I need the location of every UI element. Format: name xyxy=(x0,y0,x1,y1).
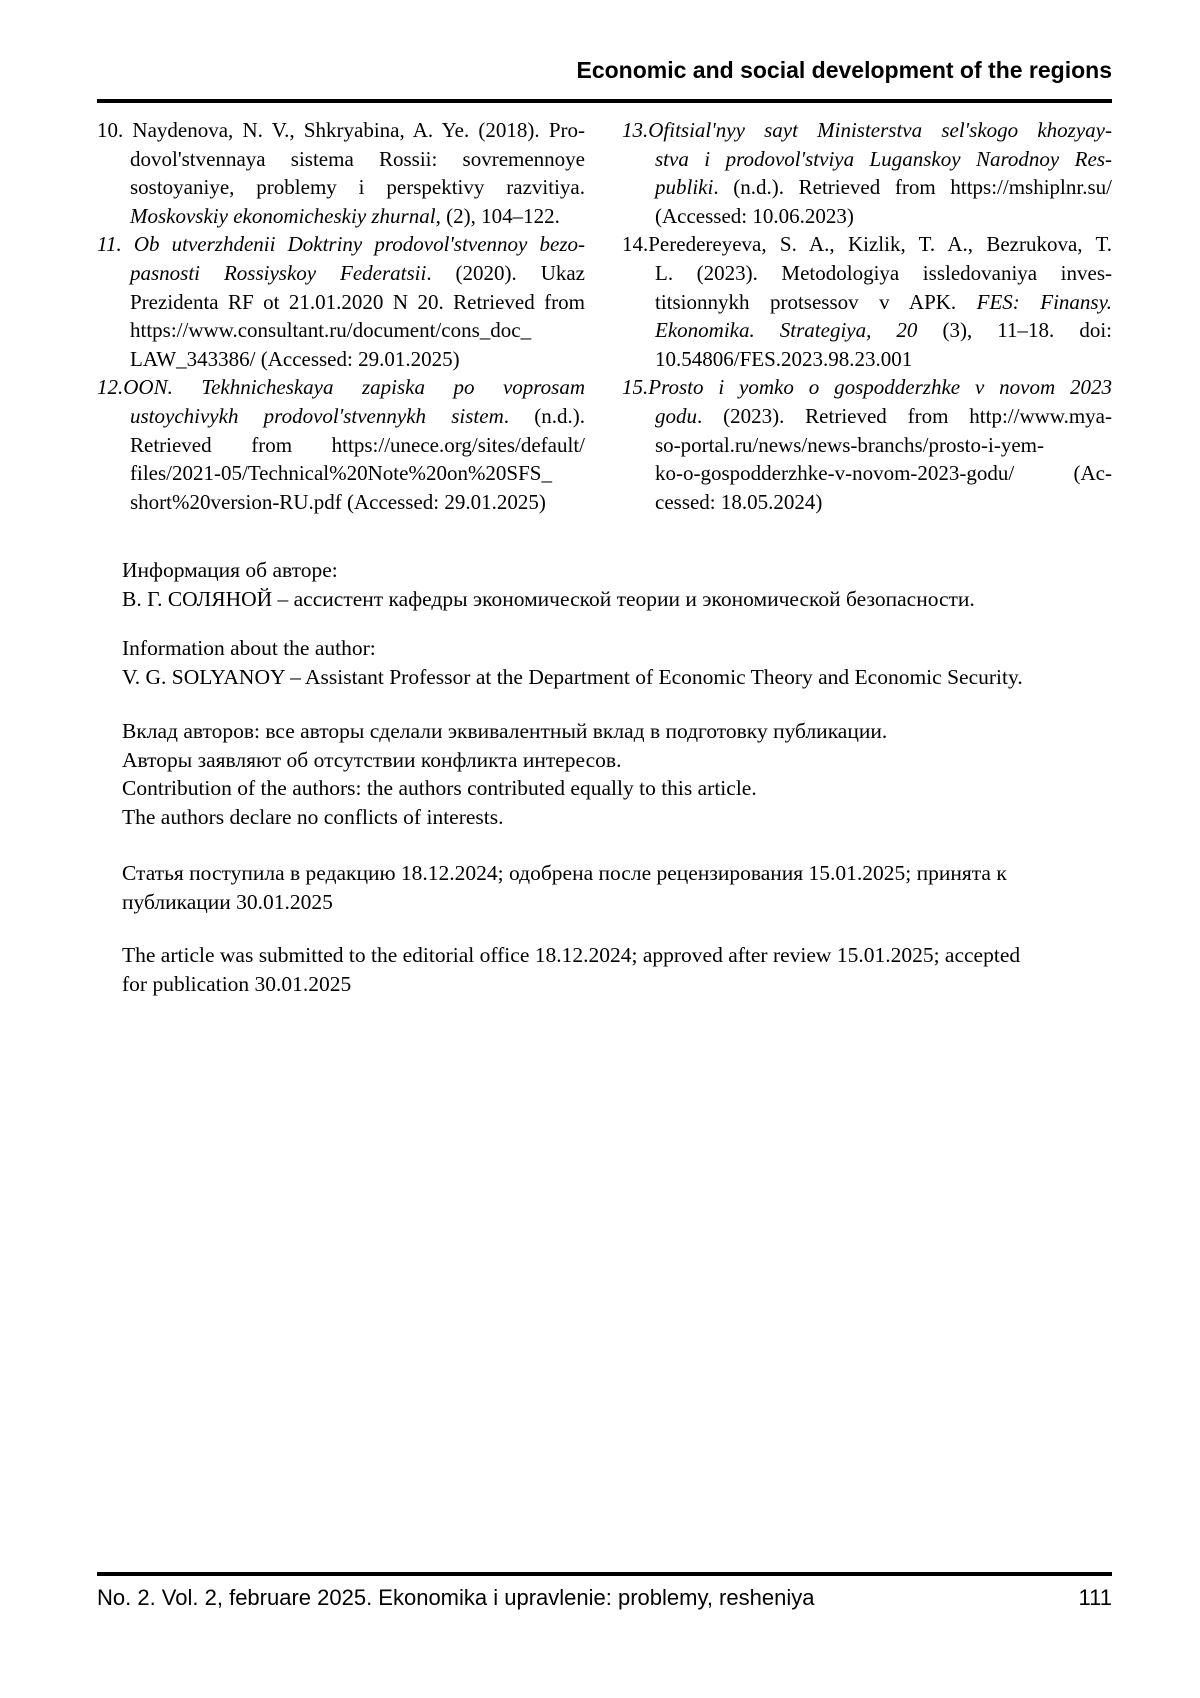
reference-line xyxy=(97,173,585,202)
reference-line xyxy=(622,402,1112,431)
reference-line xyxy=(622,373,1112,402)
reference-line xyxy=(97,230,585,259)
reference-line xyxy=(622,488,1112,517)
reference-line xyxy=(622,230,1112,259)
reference-text: titsionnykh protsessov v APK. xyxy=(655,289,977,314)
reference-text: files/2021-05/Technical%20Note%20on%20SFS_ xyxy=(130,461,552,486)
footer-page-number: 111 xyxy=(1078,1585,1112,1610)
reference-item xyxy=(97,116,585,230)
reference-italic-text: 15.Prosto i yomko o gospodderzhke v novom 2023 xyxy=(622,375,1112,400)
reference-item xyxy=(622,373,1112,516)
reference-line xyxy=(97,345,585,374)
reference-text: . (2023). Retrieved from http://www.mya- xyxy=(697,403,1112,428)
references-section xyxy=(97,116,1112,516)
text-line: Авторы заявляют об отсутствии конфликта интересов. xyxy=(122,747,622,772)
reference-italic-text: 11. Ob utverzhdenii Doktriny prodovol'stvennoy bezo- xyxy=(97,232,585,257)
reference-item xyxy=(97,373,585,516)
reference-italic-text: Ekonomika. Strategiya, 20 xyxy=(655,318,918,343)
reference-text: so-portal.ru/news/news-branchs/prosto-i-yem- xyxy=(655,432,1044,457)
running-title: Economic and social development of the regions xyxy=(576,57,1112,83)
contribution-statement xyxy=(122,717,887,831)
text-line: Information about the author: xyxy=(122,636,376,660)
reference-line xyxy=(622,116,1112,145)
reference-item xyxy=(97,230,585,373)
reference-italic-text: Moskovskiy ekonomicheskiy zhurnal xyxy=(130,203,436,228)
reference-line xyxy=(97,259,585,288)
reference-text: L. (2023). Metodologiya issledovaniya inves- xyxy=(655,260,1112,285)
reference-text: . (n.d.). xyxy=(503,403,585,428)
reference-line xyxy=(97,402,585,431)
reference-text: short%20version-RU.pdf (Accessed: 29.01.2025) xyxy=(130,489,546,514)
reference-line xyxy=(97,316,585,345)
reference-italic-text: stva i prodovol'stviya Luganskoy Narodnoy Res- xyxy=(655,146,1112,171)
submission-dates-en xyxy=(122,941,1020,998)
reference-italic-text: publiki xyxy=(655,175,714,200)
text-line: В. Г. СОЛЯНОЙ – ассистент кафедры экономической теории и экономической безопасности. xyxy=(122,586,975,611)
reference-italic-text: ustoychivykh prodovol'stvennykh sistem xyxy=(130,403,504,428)
text-line: for publication 30.01.2025 xyxy=(122,971,352,996)
text-line: The article was submitted to the editorial office 18.12.2024; approved after review 15.01.2025; accepted xyxy=(122,943,1021,967)
text-line: Вклад авторов: все авторы сделали эквивалентный вклад в подготовку публикации. xyxy=(122,719,888,743)
reference-line xyxy=(622,459,1112,488)
reference-text: ko-o-gospodderzhke-v-novom-2023-godu/ (Ac- xyxy=(655,461,1112,486)
reference-text: (Accessed: 10.06.2023) xyxy=(655,203,854,228)
reference-line xyxy=(97,373,585,402)
reference-line xyxy=(97,288,585,317)
reference-text: dovol'stvennaya sistema Rossii: sovremennoye xyxy=(130,146,585,171)
reference-line xyxy=(622,259,1112,288)
text-line: Информация об авторе: xyxy=(122,558,338,582)
reference-text: cessed: 18.05.2024) xyxy=(655,489,823,514)
reference-line xyxy=(622,202,1112,231)
page-footer xyxy=(97,1585,1112,1611)
footer-rule xyxy=(97,1572,1112,1576)
reference-italic-text: 12.OON. Tekhnicheskaya zapiska po voprosam xyxy=(97,375,585,400)
reference-line xyxy=(622,145,1112,174)
reference-italic-text: pasnosti Rossiyskoy Federatsii xyxy=(130,260,427,285)
reference-text: 10. Naydenova, N. V., Shkryabina, A. Ye. (2018). Pro- xyxy=(97,118,585,142)
reference-text: 14.Peredereyeva, S. A., Kizlik, T. A., Bezrukova, T. xyxy=(622,232,1112,257)
reference-text: Prezidenta RF ot 21.01.2020 N 20. Retrieved from xyxy=(130,289,585,314)
reference-text: , (2), 104–122. xyxy=(435,203,560,228)
reference-item xyxy=(622,116,1112,230)
reference-line xyxy=(97,431,585,460)
reference-line xyxy=(97,145,585,174)
reference-text: 10.54806/FES.2023.98.23.001 xyxy=(655,346,913,371)
reference-text: Retrieved from https://unece.org/sites/default/ xyxy=(130,432,585,457)
reference-line xyxy=(622,288,1112,317)
reference-line xyxy=(97,116,585,145)
reference-italic-text: godu xyxy=(655,403,697,428)
text-line: публикации 30.01.2025 xyxy=(122,889,333,914)
reference-line xyxy=(622,316,1112,345)
reference-item xyxy=(622,230,1112,373)
reference-italic-text: FES: Finansy. xyxy=(976,289,1112,314)
reference-line xyxy=(622,345,1112,374)
reference-text: (3), 11–18. doi: xyxy=(917,318,1112,343)
reference-text: https://www.consultant.ru/document/cons_doc_ xyxy=(130,318,532,343)
reference-line xyxy=(97,488,585,517)
submission-dates-ru xyxy=(122,859,1007,916)
reference-line xyxy=(97,459,585,488)
author-info-en xyxy=(122,634,1023,691)
reference-text: LAW_343386/ (Accessed: 29.01.2025) xyxy=(130,346,460,371)
reference-text: . (n.d.). Retrieved from https://mshiplnr.su/ xyxy=(713,175,1112,200)
references-column-right xyxy=(622,116,1112,516)
reference-line xyxy=(622,173,1112,202)
footer-journal-line: No. 2. Vol. 2, februare 2025. Ekonomika i upravlenie: problemy, resheniya xyxy=(97,1585,815,1610)
references-column-left xyxy=(97,116,585,516)
author-info-ru xyxy=(122,556,975,613)
header-rule xyxy=(97,99,1112,103)
reference-text: . (2020). Ukaz xyxy=(426,260,585,285)
text-line: Contribution of the authors: the authors contributed equally to this article. xyxy=(122,776,757,801)
text-line: V. G. SOLYANOY – Assistant Professor at the Department of Economic Theory and Economic Security. xyxy=(122,664,1023,689)
text-line: The authors declare no conflicts of interests. xyxy=(122,804,504,829)
text-line: Статья поступила в редакцию 18.12.2024; одобрена после рецензирования 15.01.2025; принята к xyxy=(122,861,1007,885)
reference-text: sostoyaniye, problemy i perspektivy razvitiya. xyxy=(130,175,585,200)
reference-line xyxy=(97,202,585,231)
reference-italic-text: 13.Ofitsial'nyy sayt Ministerstva sel'skogo khozyay- xyxy=(622,118,1112,142)
reference-line xyxy=(622,431,1112,460)
